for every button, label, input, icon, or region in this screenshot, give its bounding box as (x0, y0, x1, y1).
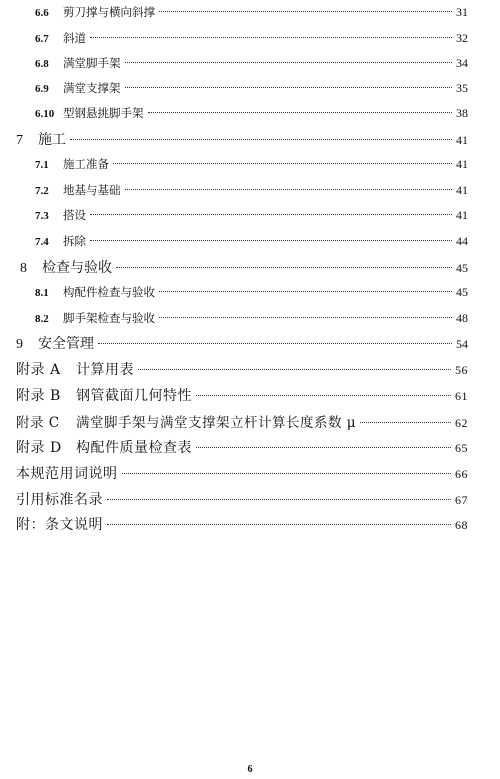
toc-entry[interactable] (35, 156, 468, 172)
toc-entry[interactable] (35, 105, 468, 121)
toc-appendix[interactable] (16, 359, 468, 379)
dot-leader (159, 11, 452, 12)
toc-entry-title: 斜道 (63, 31, 86, 45)
dot-leader (90, 37, 452, 38)
toc-backmatter-title: 附：条文说明 (16, 517, 103, 533)
toc-appendix-label: 附录 C (16, 415, 60, 431)
dot-leader (138, 369, 451, 370)
toc-entry[interactable] (35, 310, 468, 326)
toc-entry-page: 34 (456, 56, 468, 70)
toc-entry-number: 7.3 (35, 210, 49, 222)
toc-chapter-page: 54 (456, 337, 468, 351)
toc-entry-title: 地基与基础 (63, 183, 121, 197)
toc-entry-page: 35 (456, 81, 468, 95)
toc-entry-title: 满堂脚手架 (63, 56, 121, 70)
toc-entry-page: 45 (456, 285, 468, 299)
toc-chapter[interactable] (16, 129, 468, 149)
toc-entry-title: 施工准备 (63, 157, 109, 171)
toc-chapter-page: 41 (456, 133, 468, 147)
dot-leader (113, 163, 452, 164)
toc-appendix-page: 65 (455, 441, 468, 455)
toc-entry-page: 44 (456, 234, 468, 248)
toc-appendix-title: 满堂脚手架与满堂支撑架立杆计算长度系数 μ (76, 415, 357, 431)
dot-leader (159, 291, 452, 292)
toc-appendix[interactable] (16, 411, 468, 431)
toc-entry[interactable] (35, 4, 468, 20)
toc-chapter-title: 施工 (38, 132, 66, 148)
toc-appendix-label: 附录 B (16, 388, 61, 404)
toc-entry-page: 41 (456, 208, 468, 222)
toc-entry-number: 7.4 (35, 236, 49, 248)
toc-chapter-title: 检查与验收 (42, 260, 112, 276)
toc-appendix-title: 构配件质量检查表 (76, 440, 192, 456)
toc-backmatter-page: 67 (455, 493, 468, 507)
toc-entry-number: 6.7 (35, 33, 49, 45)
toc-entry-number: 6.6 (35, 7, 49, 19)
dot-leader (125, 62, 453, 63)
toc-backmatter-title: 引用标准名录 (16, 492, 103, 508)
dot-leader (159, 317, 452, 318)
toc-entry-title: 型钢悬挑脚手架 (63, 106, 144, 120)
toc-entry-number: 8.2 (35, 313, 49, 325)
dot-leader (98, 343, 452, 344)
toc-entry-title: 拆除 (63, 234, 86, 248)
dot-leader (90, 240, 452, 241)
toc-chapter-title: 安全管理 (38, 336, 94, 352)
toc-backmatter[interactable] (16, 489, 468, 509)
toc-entry-page: 48 (456, 311, 468, 325)
toc-appendix-label: 附录 D (16, 440, 62, 456)
dot-leader (196, 447, 451, 448)
dot-leader (107, 524, 451, 525)
toc-entry[interactable] (35, 284, 468, 300)
toc-appendix-label: 附录 A (16, 362, 61, 378)
toc-entry-page: 41 (456, 157, 468, 171)
toc-entry-number: 6.9 (35, 83, 49, 95)
toc-entry-number: 6.10 (35, 108, 55, 120)
toc-entry-page: 41 (456, 183, 468, 197)
dot-leader (90, 214, 452, 215)
dot-leader (148, 112, 453, 113)
toc-backmatter-page: 66 (455, 467, 468, 481)
dot-leader (360, 422, 451, 423)
toc-entry-title: 构配件检查与验收 (63, 285, 155, 299)
toc-chapter-number: 9 (16, 337, 23, 352)
toc-backmatter-title: 本规范用词说明 (16, 466, 118, 482)
toc-appendix[interactable] (16, 385, 468, 405)
toc-entry-title: 剪刀撑与横向斜撑 (63, 5, 155, 19)
toc-entry-title: 搭设 (63, 208, 86, 222)
toc-entry-title: 脚手架检查与验收 (63, 311, 155, 325)
toc-entry-page: 38 (456, 106, 468, 120)
dot-leader (125, 189, 453, 190)
dot-leader (196, 395, 451, 396)
toc-chapter-number: 8 (20, 261, 27, 276)
toc-chapter-number: 7 (16, 133, 23, 148)
toc-appendix-page: 56 (455, 363, 468, 377)
toc-entry-number: 7.1 (35, 159, 49, 171)
toc-entry[interactable] (35, 80, 468, 96)
toc-entry-page: 32 (456, 31, 468, 45)
dot-leader (107, 499, 451, 500)
toc-chapter[interactable] (20, 257, 468, 277)
page-number: 6 (247, 764, 253, 775)
toc-entry[interactable] (35, 233, 468, 249)
toc-backmatter[interactable] (16, 514, 468, 534)
toc-appendix[interactable] (16, 437, 468, 457)
toc-entry[interactable] (35, 55, 468, 71)
toc-entry[interactable] (35, 182, 468, 198)
toc-entry[interactable] (35, 207, 468, 223)
toc-appendix-title: 钢管截面几何特性 (76, 388, 192, 404)
toc-entry-number: 6.8 (35, 58, 49, 70)
toc-appendix-page: 62 (455, 416, 468, 430)
toc-entry-title: 满堂支撑架 (63, 81, 121, 95)
toc-backmatter-page: 68 (455, 518, 468, 532)
dot-leader (122, 473, 452, 474)
toc-chapter[interactable] (16, 333, 468, 353)
toc-entry-page: 31 (456, 5, 468, 19)
toc-entry-number: 8.1 (35, 287, 49, 299)
dot-leader (70, 139, 452, 140)
toc-appendix-title: 计算用表 (76, 362, 134, 378)
toc-entry-number: 7.2 (35, 185, 49, 197)
toc-backmatter[interactable] (16, 463, 468, 483)
dot-leader (116, 267, 452, 268)
toc-entry[interactable] (35, 30, 468, 46)
dot-leader (125, 87, 453, 88)
toc-chapter-page: 45 (456, 261, 468, 275)
toc-appendix-page: 61 (455, 389, 468, 403)
